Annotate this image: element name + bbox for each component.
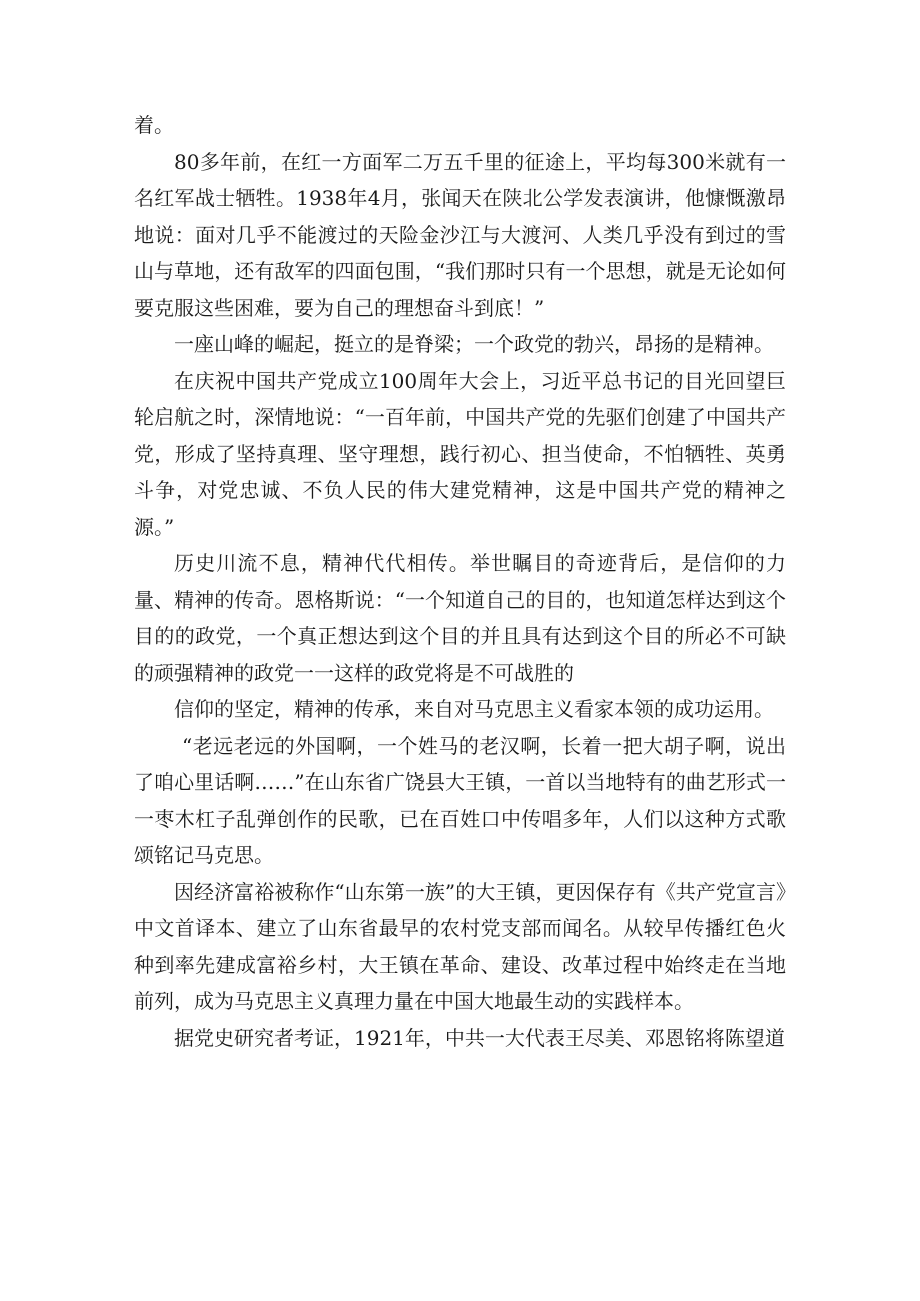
paragraph-folk-song: “老远老远的外国啊，一个姓马的老汉啊，长着一把大胡子啊，说出了咱心里话啊……”在山东省广饶县大王镇，一首以当地特有的曲艺形式一一枣木杠子乱弹创作的民歌，已在百姓口中传唱多年，人们以这种方式歌颂铭记马克思。 [134, 733, 786, 867]
paragraph-engels-quote: 历史川流不息，精神代代相传。举世瞩目的奇迹背后，是信仰的力量、精神的传奇。恩格斯说：“一个知道自己的目的，也知道怎样达到这个目的的政党，一个真正想达到这个目的并且具有达到这个目的所必不可缺的顽强精神的政党一一这样的政党将是不可战胜的 [134, 551, 786, 685]
paragraph-long-march: 80多年前，在红一方面军二万五千里的征途上，平均每300米就有一名红军战士牺牲。1938年4月，张闻天在陕北公学发表演讲，他慷慨激昂地说：面对几乎不能渡过的天险金沙江与大渡河、人类几乎没有到过的雪山与草地，还有敌军的四面包围，“我们那时只有一个思想，就是无论如何要克服这些困难，要为自己的理想奋斗到底！” [134, 149, 786, 320]
paragraph-dawang-town: 因经济富裕被称作“山东第一族”的大王镇，更因保存有《共产党宣言》中文首译本、建立了山东省最早的农村党支部而闻名。从较早传播红色火种到率先建成富裕乡村，大王镇在革命、建设、改革过程中始终走在当地前列，成为马克思主义真理力量在中国大地最生动的实践样本。 [134, 879, 786, 1013]
paragraph-mountain-spirit: 一座山峰的崛起，挺立的是脊梁；一个政党的勃兴，昂扬的是精神。 [174, 332, 774, 356]
paragraph-centenary-speech: 在庆祝中国共产党成立100周年大会上，习近平总书记的目光回望巨轮启航之时，深情地说：“一百年前，中国共产党的先驱们创建了中国共产党，形成了坚持真理、坚守理想，践行初心、担当使命，不怕牺牲、英勇斗争，对党忠诚、不负人民的伟大建党精神，这是中国共产党的精神之源。” [134, 368, 786, 539]
paragraph-continuation: 着。 [134, 113, 174, 137]
paragraph-party-history: 据党史研究者考证，1921年，中共一大代表王尽美、邓恩铭将陈望道 [174, 1025, 785, 1050]
paragraph-marxism-application: 信仰的坚定，精神的传承，来自对马克思主义看家本领的成功运用。 [174, 697, 774, 721]
document-page [134, 107, 786, 1056]
